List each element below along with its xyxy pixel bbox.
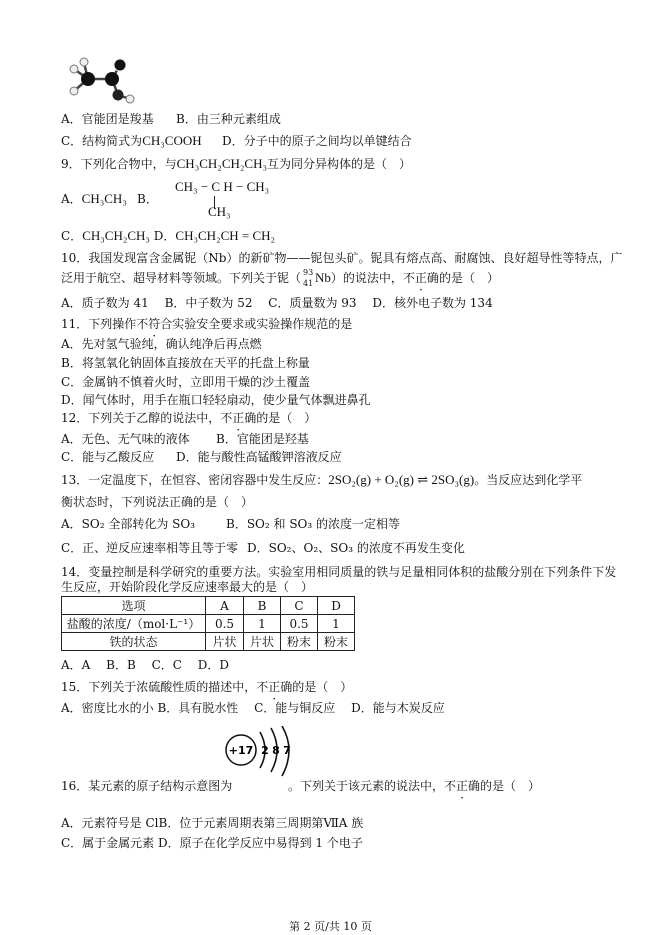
q9-option-b-formula: CH₃ − C H − CH₃: [175, 179, 270, 194]
q14-stem-line1: 14．变量控制是科学研究的重要方法。实验室用相同质量的铁与足量相同体积的盐酸分别在下列条件下发: [61, 565, 617, 579]
q12-option-c: C．能与乙酸反应: [61, 450, 155, 464]
table-header-row: [62, 597, 355, 615]
q13-stem-line2: 衡状态时，下列说法正确的是（ ）: [61, 495, 254, 509]
q9-stem-text: 9．下列化合物中，与: [61, 157, 177, 171]
q9-option-b-branch: [208, 204, 231, 221]
q10-emphasis-not: 不正确: [402, 271, 439, 285]
q12-stem: [61, 410, 316, 426]
table-header-cell: C: [281, 597, 318, 615]
q9-option-c-formula: CH₃CH₂CH₃: [82, 228, 150, 243]
q10-stem-text: 泛用于航空、超导材料等领域。下列关于铌（: [61, 271, 302, 285]
q8-option-c-formula: CH₃COOH: [142, 133, 202, 148]
q10-nuclide-scripts: [301, 270, 315, 286]
q11-stem-text: 11．下列操作: [61, 317, 137, 331]
q9-stem-formula: CH₃CH₂CH₂CH₃: [176, 156, 268, 171]
q12-stem-text: 12．下列关于乙醇的说法中，: [61, 411, 221, 425]
q10-options: A．质子数为 41 B．中子数为 52 C．质量数为 93 D．核外电子数为 134: [61, 296, 493, 310]
q15-emphasis-not: 不正确: [256, 680, 293, 694]
q16-option-ab: A．元素符号是 ClB．位于元素周期表第三周期第ⅦA 族: [61, 816, 364, 830]
q9-branch-formula: CH₃: [208, 204, 231, 219]
q8-option-b: B．由三种元素组成: [176, 112, 281, 126]
q9-option-b-label: B．: [137, 192, 158, 206]
q11-emphasis-not: 不符合: [136, 317, 173, 331]
table-cell: 粉末: [281, 633, 318, 651]
q13-option-b: B．SO₂ 和 SO₃ 的浓度一定相等: [226, 517, 401, 531]
q10-element-symbol: Nb: [315, 270, 331, 285]
q12-option-a: A．无色、无气味的液体: [61, 432, 190, 446]
table-cell: 0.5: [206, 615, 244, 633]
q10-stem-tail: 的是（ ）: [438, 271, 499, 285]
table-row: [62, 633, 355, 651]
q9-option-b-main: [175, 179, 269, 195]
q9-stem: [61, 156, 411, 172]
q12-emphasis-not: 不正确: [220, 411, 257, 425]
q16-stem-text: 。下列关于该元素的说法中，: [288, 779, 445, 793]
q10-stem-mid: ）的说法中，: [330, 271, 403, 285]
q15-stem-tail: 的是（ ）: [292, 680, 353, 694]
table-cell: 1: [244, 615, 281, 633]
q12-stem-tail: 的是（ ）: [256, 411, 317, 425]
q16-stem-tail: 的是（ ）: [480, 779, 541, 793]
q9-option-cd: [61, 228, 275, 244]
q16-stem-left: 16．某元素的原子结构示意图为: [61, 779, 233, 793]
q10-mass-number: 93: [303, 268, 314, 277]
q11-option-b: B．将氢氧化钠固体直接放在天平的托盘上称量: [61, 356, 310, 370]
q12-option-d: D．能与酸性高锰酸钾溶液反应: [176, 450, 342, 464]
q15-options: A．密度比水的小 B．具有脱水性 C．能与铜反应 D．能与木炭反应: [61, 701, 445, 715]
q10-stem-line2: [61, 270, 499, 286]
q8-option-c: [61, 133, 202, 149]
table-cell: 片状: [244, 633, 281, 651]
q10-atomic-number: 41: [303, 279, 314, 288]
atomic-structure-diagram: [224, 726, 300, 786]
shell-3-electron-count: 7: [283, 744, 291, 757]
q16-emphasis-not: 不正确: [444, 779, 481, 793]
q13-option-c: C．正、逆反应速率相等且等于零: [61, 541, 239, 555]
table-row: [62, 615, 355, 633]
q13-option-d: D．SO₂、O₂、SO₃ 的浓度不再发生变化: [247, 541, 465, 555]
q13-stem-text: 13．一定温度下，在恒容、密闭容器中发生反应：: [61, 473, 329, 487]
q13-stem-tail: 。当反应达到化学平: [474, 473, 583, 487]
table-header-cell: 选项: [62, 597, 206, 615]
q13-stem-line1: [61, 472, 582, 488]
q11-stem-tail: 实验安全要求或实验操作规范的是: [172, 317, 353, 331]
table-cell: 盐酸的浓度/（mol·L⁻¹）: [62, 615, 206, 633]
q9-option-c-label: C．: [61, 229, 83, 243]
q11-option-a: A．先对氢气验纯，确认纯净后再点燃: [61, 337, 262, 351]
q8-option-d: D．分子中的原子之间均以单键结合: [222, 134, 412, 148]
q9-option-d-label: D．: [153, 229, 176, 243]
q14-conditions-table: [61, 596, 355, 651]
q9-option-d-formula: CH₃CH₂CH = CH₂: [175, 228, 276, 243]
nucleus-charge-label: +17: [228, 744, 254, 757]
shell-1-electron-count: 2: [261, 744, 269, 757]
table-cell: 1: [318, 615, 355, 633]
q8-option-c-label: C．结构简式为: [61, 134, 143, 148]
q15-stem: [61, 679, 352, 695]
q9-option-a: [61, 191, 127, 207]
q11-option-d: D．闻气体时，用手在瓶口轻轻扇动，使少量气体飘进鼻孔: [61, 393, 371, 407]
shell-2-electron-count: 8: [272, 744, 280, 757]
q13-option-a: A．SO₂ 全部转化为 SO₃: [61, 517, 196, 531]
q15-stem-text: 15．下列关于浓硫酸性质的描述中，: [61, 680, 257, 694]
q14-options: A．A B．B C．C D．D: [61, 658, 230, 672]
table-cell: 粉末: [318, 633, 355, 651]
q11-option-c: C．金属钠不慎着火时，立即用干燥的沙土覆盖: [61, 375, 311, 389]
q9-option-a-formula: CH₃CH₃: [81, 191, 127, 206]
table-header-cell: A: [206, 597, 244, 615]
q13-equation: 2SO₂(g) + O₂(g) ⇌ 2SO₃(g): [328, 472, 475, 487]
q8-option-a: A．官能团是羧基: [61, 112, 154, 126]
table-header-cell: B: [244, 597, 281, 615]
q16-option-cd: C．属于金属元素 D．原子在化学反应中易得到 1 个电子: [61, 836, 363, 850]
table-cell: 片状: [206, 633, 244, 651]
q14-stem-line2: 生反应，开始阶段化学反应速率最大的是（ ）: [61, 580, 314, 594]
q16-stem-right: [288, 778, 540, 794]
table-header-cell: D: [318, 597, 355, 615]
q12-option-b: B．官能团是羟基: [216, 432, 309, 446]
page-footer: 第 2 页/共 10 页: [289, 920, 372, 933]
q9-stem-tail: 互为同分异构体的是（ ）: [267, 157, 412, 171]
table-cell: 铁的状态: [62, 633, 206, 651]
table-cell: 0.5: [281, 615, 318, 633]
q9-option-a-label: A．: [61, 192, 82, 206]
q10-stem-line1: 10．我国发现富含金属铌（Nb）的新矿物——铌包头矿。铌具有熔点高、耐腐蚀、良好超导性等特点，广: [61, 251, 623, 265]
molecule-model-image: [62, 55, 140, 107]
q11-stem: [61, 316, 352, 332]
